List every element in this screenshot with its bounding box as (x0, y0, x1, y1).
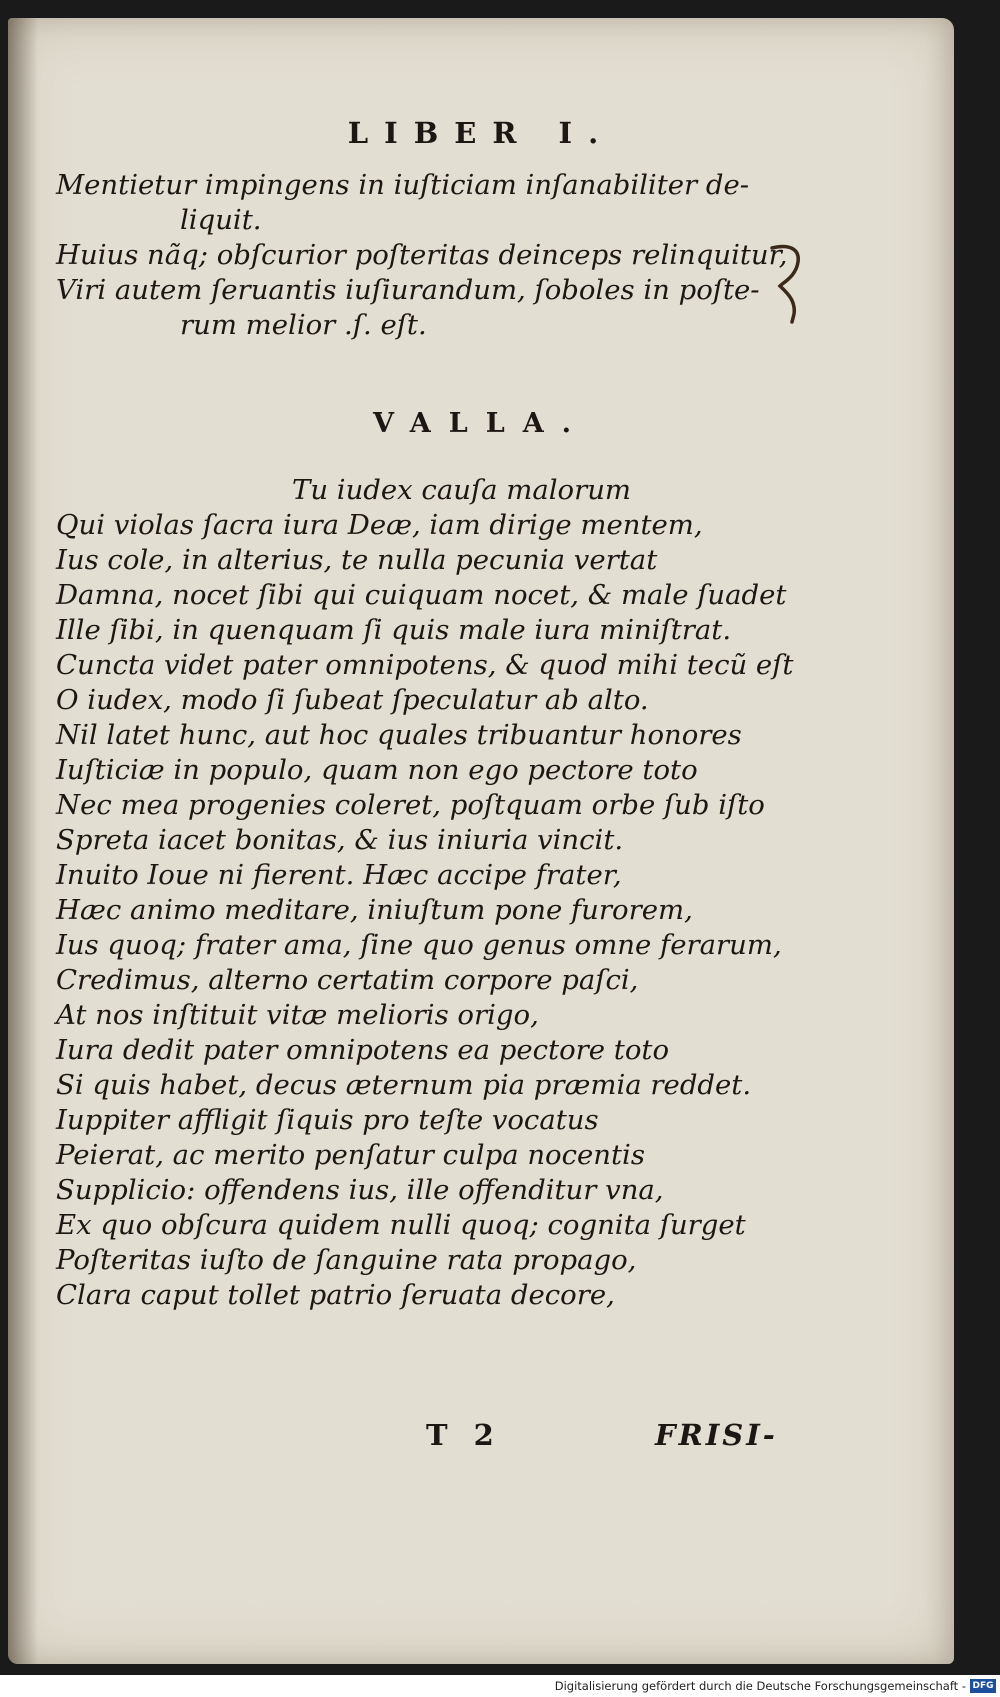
poem-line: Iura dedit pater omnipotens ea pectore toto (56, 1034, 670, 1066)
dfg-logo-icon: DFG (970, 1679, 996, 1693)
poem-line: Ille ſibi, in quenquam ſi quis male iura miniſtrat. (56, 614, 732, 646)
poem-line: Supplicio: offendens ius, ille offenditur vna, (56, 1174, 664, 1206)
poem-line: Cuncta videt pater omnipotens, & quod mihi tecũ eſt (56, 649, 794, 681)
poem-line: O iudex, modo ſi ſubeat ſpeculatur ab alto. (56, 684, 649, 716)
poem-line: Inuito Ioue ni fierent. Hæc accipe frater, (56, 859, 622, 891)
poem-line: Spreta iacet bonitas, & ius iniuria vincit. (56, 824, 624, 856)
poem-line: Tu iudex cauſa malorum (292, 474, 632, 506)
digitization-notice: Digitalisierung gefördert durch die Deutsche Forschungsgemeinschaft - (554, 1679, 966, 1693)
poem (56, 473, 793, 1313)
poem-line: Nec mea progenies coleret, poſtquam orbe ſub iſto (56, 789, 765, 821)
verse-line: rum melior .ſ. eſt. (180, 309, 427, 341)
poem-line: Qui violas ſacra iura Deæ, iam dirige mentem, (56, 509, 703, 541)
poem-line: Iuppiter affligit ſiquis pro teſte vocatus (56, 1104, 599, 1136)
poem-line: Poſteritas iuſto de ſanguine rata propago, (56, 1244, 637, 1276)
book-page (8, 18, 954, 1664)
poem-line: Damna, nocet ſibi qui cuiquam nocet, & male ſuadet (56, 579, 787, 611)
verse-line: Viri autem ſeruantis iuſiurandum, ſoboles in poſte- (56, 274, 760, 306)
running-head: LIBER I. (347, 116, 615, 150)
handwritten-bracket-mark (770, 242, 804, 324)
poem-line: Iuſticiæ in populo, quam non ego pectore toto (56, 754, 698, 786)
poem-line: At nos inſtituit vitæ melioris origo, (56, 999, 539, 1031)
poem-line: Clara caput tollet patrio ſeruata decore, (56, 1279, 615, 1311)
digitization-footer (0, 1675, 1000, 1697)
verse-line: Huius nãq; obſcurior poſteritas deinceps relinquitur, (56, 239, 788, 271)
poem-line: Nil latet hunc, aut hoc quales tribuantur honores (56, 719, 742, 751)
signature-mark: T 2 (426, 1418, 502, 1452)
page-gutter-shadow (8, 18, 38, 1664)
poem-line: Credimus, alterno certatim corpore paſci, (56, 964, 639, 996)
poem-line: Ius cole, in alterius, te nulla pecunia vertat (56, 544, 658, 576)
verse-line: Mentietur impingens in iuſticiam inſanabiliter de- (56, 169, 750, 201)
poem-line: Ex quo obſcura quidem nulli quoq; cognita ſurget (56, 1209, 746, 1241)
poem-line: Hæc animo meditare, iniuſtum pone furorem, (56, 894, 693, 926)
section-heading: VALLA. (372, 408, 590, 439)
poem-line: Si quis habet, decus æternum pia præmia reddet. (56, 1069, 752, 1101)
poem-line: Peierat, ac merito penſatur culpa nocentis (56, 1139, 645, 1171)
catchword: FRISI- (655, 1418, 778, 1452)
opening-verse (56, 168, 788, 343)
poem-line: Ius quoq; frater ama, ſine quo genus omne ferarum, (56, 929, 782, 961)
verse-line: liquit. (180, 204, 262, 236)
